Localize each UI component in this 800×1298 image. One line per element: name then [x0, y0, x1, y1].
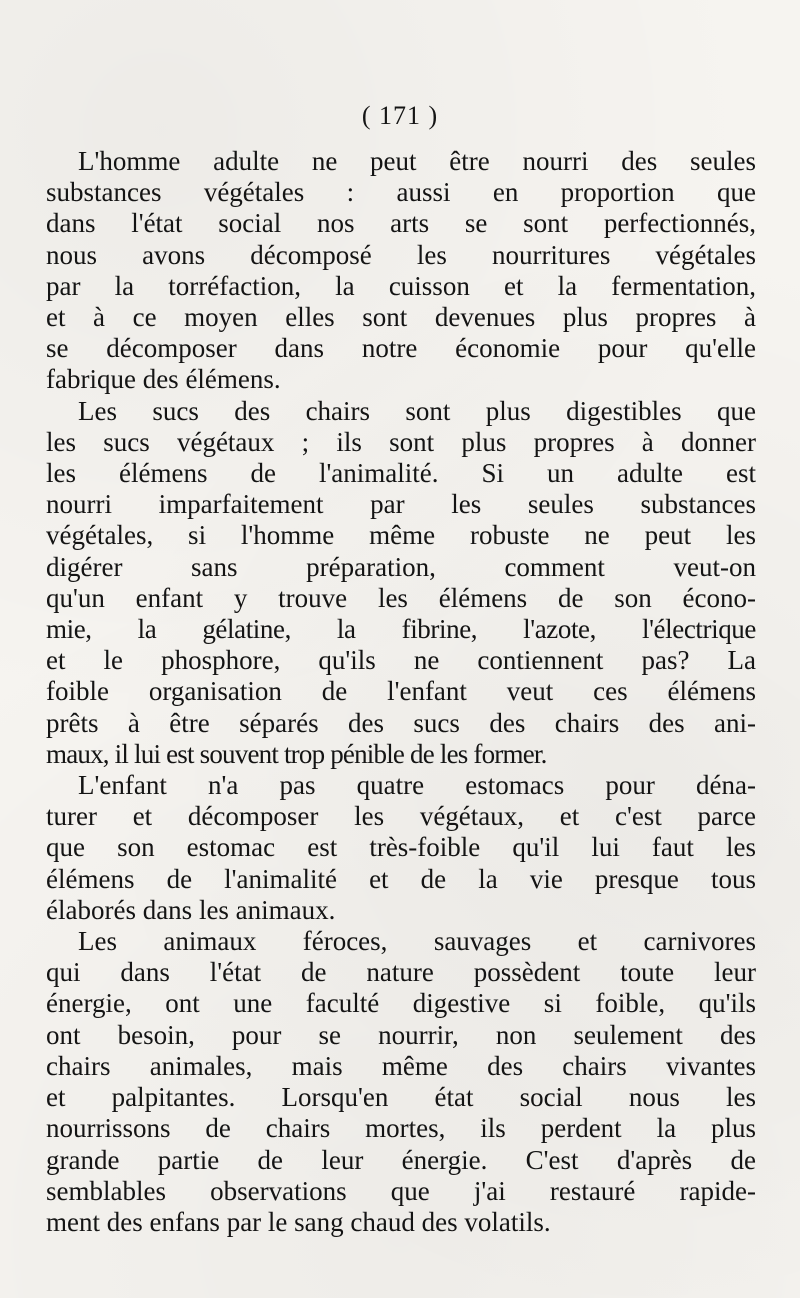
text-line: Les animaux féroces, sauvages et carnivores — [78, 926, 756, 957]
text-line: prêts à être séparés des sucs des chairs des ani- — [46, 707, 756, 738]
text-line: nourrissons de chairs mortes, ils perdent la plus — [46, 1113, 756, 1144]
text-line: les sucs végétaux ; ils sont plus propres à donner — [46, 426, 756, 457]
text-line: fabrique des élémens. — [46, 364, 281, 395]
text-line: qui dans l'état de nature possèdent toute leur — [46, 957, 756, 988]
text-line: L'homme adulte ne peut être nourri des seules — [78, 146, 756, 176]
text-line: L'enfant n'a pas quatre estomacs pour déna- — [78, 770, 756, 801]
text-line: chairs animales, mais même des chairs vivantes — [46, 1050, 756, 1081]
text-line: et à ce moyen elles sont devenues plus propres à — [46, 302, 756, 333]
text-line: et palpitantes. Lorsqu'en état social nous les — [46, 1082, 756, 1113]
paragraph-1 — [46, 146, 756, 396]
paragraph-4 — [46, 926, 756, 1238]
text-line: les élémens de l'animalité. Si un adulte est — [46, 458, 756, 489]
paragraph-3 — [46, 770, 756, 926]
body-text — [46, 146, 756, 1238]
text-line: maux, il lui est souvent trop pénible de les former. — [46, 738, 547, 769]
text-line: végétales, si l'homme même robuste ne peut les — [46, 520, 756, 551]
text-line: élémens de l'animalité et de la vie presque tous — [46, 863, 756, 894]
text-line: nous avons décomposé les nourritures végétales — [46, 239, 756, 270]
text-line: substances végétales : aussi en proportion que — [46, 177, 756, 208]
text-line: qu'un enfant y trouve les élémens de son écono- — [46, 582, 756, 613]
text-line: digérer sans préparation, comment veut-on — [46, 551, 756, 582]
text-line: se décomposer dans notre économie pour qu'elle — [46, 333, 756, 364]
text-line: dans l'état social nos arts se sont perfectionnés, — [46, 208, 756, 239]
page-number: ( 171 ) — [361, 101, 439, 130]
text-line: Les sucs des chairs sont plus digestibles que — [78, 395, 756, 426]
text-line: semblables observations que j'ai restauré rapide- — [46, 1175, 756, 1206]
paragraph-2 — [46, 396, 756, 770]
text-line: ont besoin, pour se nourrir, non seulement des — [46, 1019, 756, 1050]
text-line: turer et décomposer les végétaux, et c'est parce — [46, 801, 756, 832]
text-line: élaborés dans les animaux. — [46, 894, 336, 925]
text-line: et le phosphore, qu'ils ne contiennent pas? La — [46, 645, 756, 676]
text-line: énergie, ont une faculté digestive si foible, qu'ils — [46, 988, 756, 1019]
text-line: nourri imparfaitement par les seules substances — [46, 489, 756, 520]
text-line: ment des enfans par le sang chaud des volatils. — [46, 1206, 551, 1237]
text-line: foible organisation de l'enfant veut ces élémens — [46, 676, 756, 707]
text-line: par la torréfaction, la cuisson et la fermentation, — [46, 270, 756, 301]
text-line: que son estomac est très-foible qu'il lui faut les — [46, 832, 756, 863]
text-line: mie, la gélatine, la fibrine, l'azote, l'électrique — [46, 614, 756, 645]
text-line: grande partie de leur énergie. C'est d'après de — [46, 1144, 756, 1175]
